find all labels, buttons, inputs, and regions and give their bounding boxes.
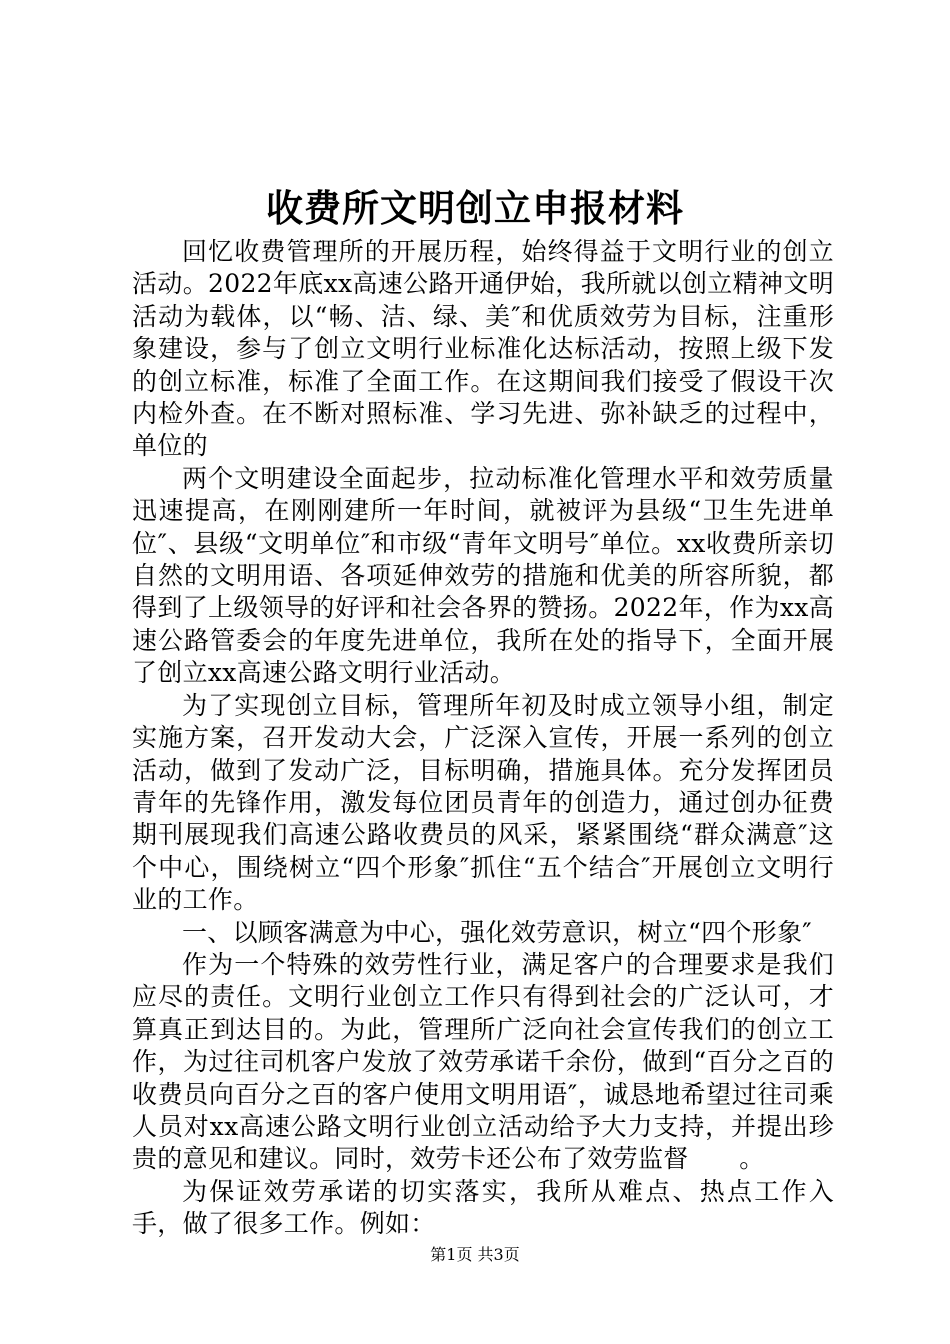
page-number-footer: 第1页 共3页	[430, 1245, 520, 1264]
document-body	[132, 236, 834, 1241]
section-heading: 一、以顾客满意为中心，强化效劳意识，树立“四个形象″	[182, 917, 812, 947]
paragraph: 两个文明建设全面起步，拉动标准化管理水平和效劳质量迅速提高，在刚刚建所一年时间，就被评为县级“卫生先进单位″、县级“文明单位″和市级“青年文明号″单位。xx收费所亲切自然的文明用语、各项延伸效劳的措施和优美的所容所貌，都得到了上级领导的好评和社会各界的赞扬。2022年，作为xx高速公路管委会的年度先进单位，我所在处的指导下，全面开展了创立xx高速公路文明行业活动。	[132, 463, 834, 688]
paragraph: 为保证效劳承诺的切实落实，我所从难点、热点工作入手，做了很多工作。例如：	[132, 1176, 834, 1239]
paragraph: 回忆收费管理所的开展历程，始终得益于文明行业的创立活动。2022年底xx高速公路开通伊始，我所就以创立精神文明活动为载体，以“畅、洁、绿、美″和优质效劳为目标，注重形象建设，参与了创立文明行业标准化达标活动，按照上级下发的创立标准，标准了全面工作。在这期间我们接受了假设干次内检外查。在不断对照标准、学习先进、弥补缺乏的过程中，单位的	[132, 237, 834, 461]
paragraph: 作为一个特殊的效劳性行业，满足客户的合理要求是我们应尽的责任。文明行业创立工作只有得到社会的广泛认可，才算真正到达目的。为此，管理所广泛向社会宣传我们的创立工作，为过往司机客户发放了效劳承诺千余份，做到“百分之百的收费员向百分之百的客户使用文明用语″，诚恳地希望过往司乘人员对xx高速公路文明行业创立活动给予大力支持，并提出珍贵的意见和建议。同时，效劳卡还公布了效劳监督 。	[132, 949, 834, 1174]
document-title: 收费所文明创立申报材料	[266, 186, 684, 230]
paragraph: 为了实现创立目标，管理所年初及时成立领导小组，制定实施方案，召开发动大会，广泛深入宣传，开展一系列的创立活动，做到了发动广泛，目标明确，措施具体。充分发挥团员青年的先锋作用，激发每位团员青年的创造力，通过创办征费期刊展现我们高速公路收费员的风采，紧紧围绕“群众满意″这个中心，围绕树立“四个形象″抓住“五个结合″开展创立文明行业的工作。	[132, 690, 834, 915]
